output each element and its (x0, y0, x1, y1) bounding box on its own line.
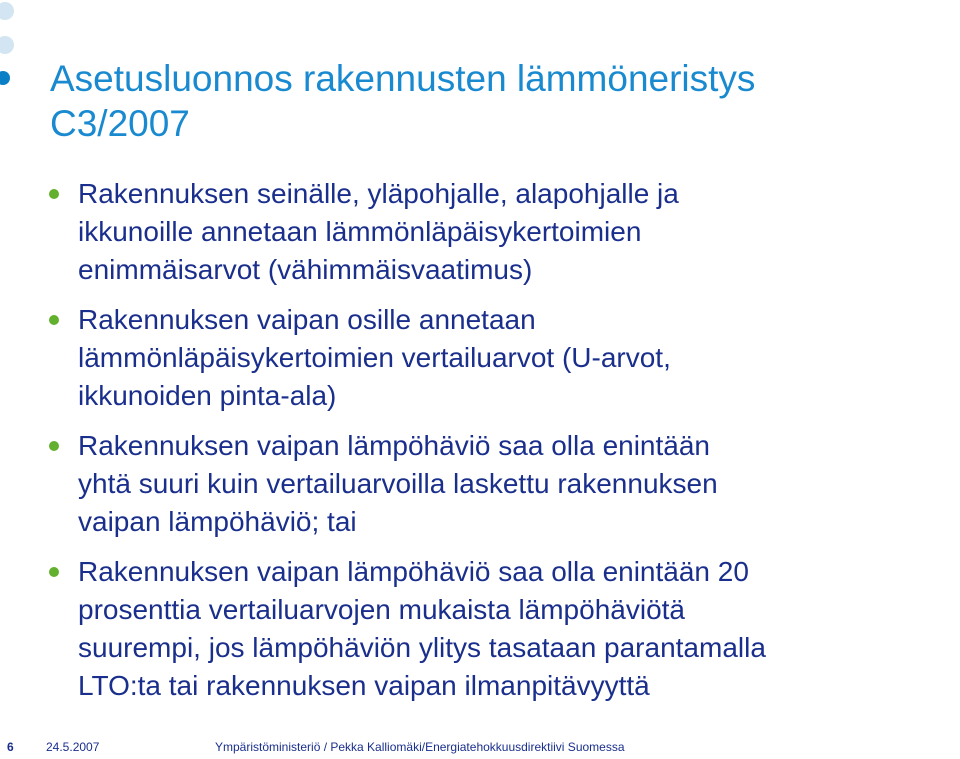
bullet-line: LTO:ta tai rakennuksen vaipan ilmanpitävyyttä (78, 670, 650, 701)
bullet-line: Rakennuksen vaipan osille annetaan (78, 304, 536, 335)
bullet-line: Rakennuksen seinälle, yläpohjalle, alapohjalle ja (78, 178, 679, 209)
bullet-item (0, 427, 960, 541)
bullet-line: lämmönläpäisykertoimien vertailuarvot (U-arvot, (78, 342, 671, 373)
bullet-line: ikkunoille annetaan lämmönläpäisykertoimien (78, 216, 642, 247)
bullet-dot-icon (49, 441, 59, 451)
bullet-line: vaipan lämpöhäviö; tai (78, 506, 357, 537)
footer-date: 24.5.2007 (46, 740, 100, 754)
bullet-line: enimmäisarvot (vähimmäisvaatimus) (78, 254, 533, 285)
bullet-text (78, 175, 960, 289)
bullet-line: Rakennuksen vaipan lämpöhäviö saa olla enintään (78, 430, 710, 461)
bullet-item (0, 553, 960, 705)
slide-title-line: C3/2007 (50, 103, 190, 144)
footer-credit: Ympäristöministeriö / Pekka Kalliomäki/Energiatehokkuusdirektiivi Suomessa (215, 740, 625, 754)
decorative-dot (0, 36, 14, 54)
slide-title-line: Asetusluonnos rakennusten lämmöneristys (50, 58, 756, 99)
bullet-line: prosenttia vertailuarvojen mukaista lämpöhäviötä (78, 594, 685, 625)
decorative-dot (0, 2, 14, 20)
bullet-line: Rakennuksen vaipan lämpöhäviö saa olla enintään 20 (78, 556, 749, 587)
bullet-line: ikkunoiden pinta-ala) (78, 380, 337, 411)
bullet-item (0, 301, 960, 415)
page-number: 6 (7, 740, 14, 754)
bullet-text (78, 553, 960, 705)
bullet-text (78, 301, 960, 415)
bullet-list (0, 175, 960, 717)
decorative-dot-accent (0, 71, 10, 85)
bullet-dot-icon (49, 315, 59, 325)
bullet-text (78, 427, 960, 541)
bullet-item (0, 175, 960, 289)
bullet-dot-icon (49, 567, 59, 577)
slide-footer (0, 740, 960, 756)
bullet-line: yhtä suuri kuin vertailuarvoilla laskettu rakennuksen (78, 468, 718, 499)
slide-title (50, 56, 930, 146)
bullet-line: suurempi, jos lämpöhäviön ylitys tasataan parantamalla (78, 632, 766, 663)
bullet-dot-icon (49, 189, 59, 199)
